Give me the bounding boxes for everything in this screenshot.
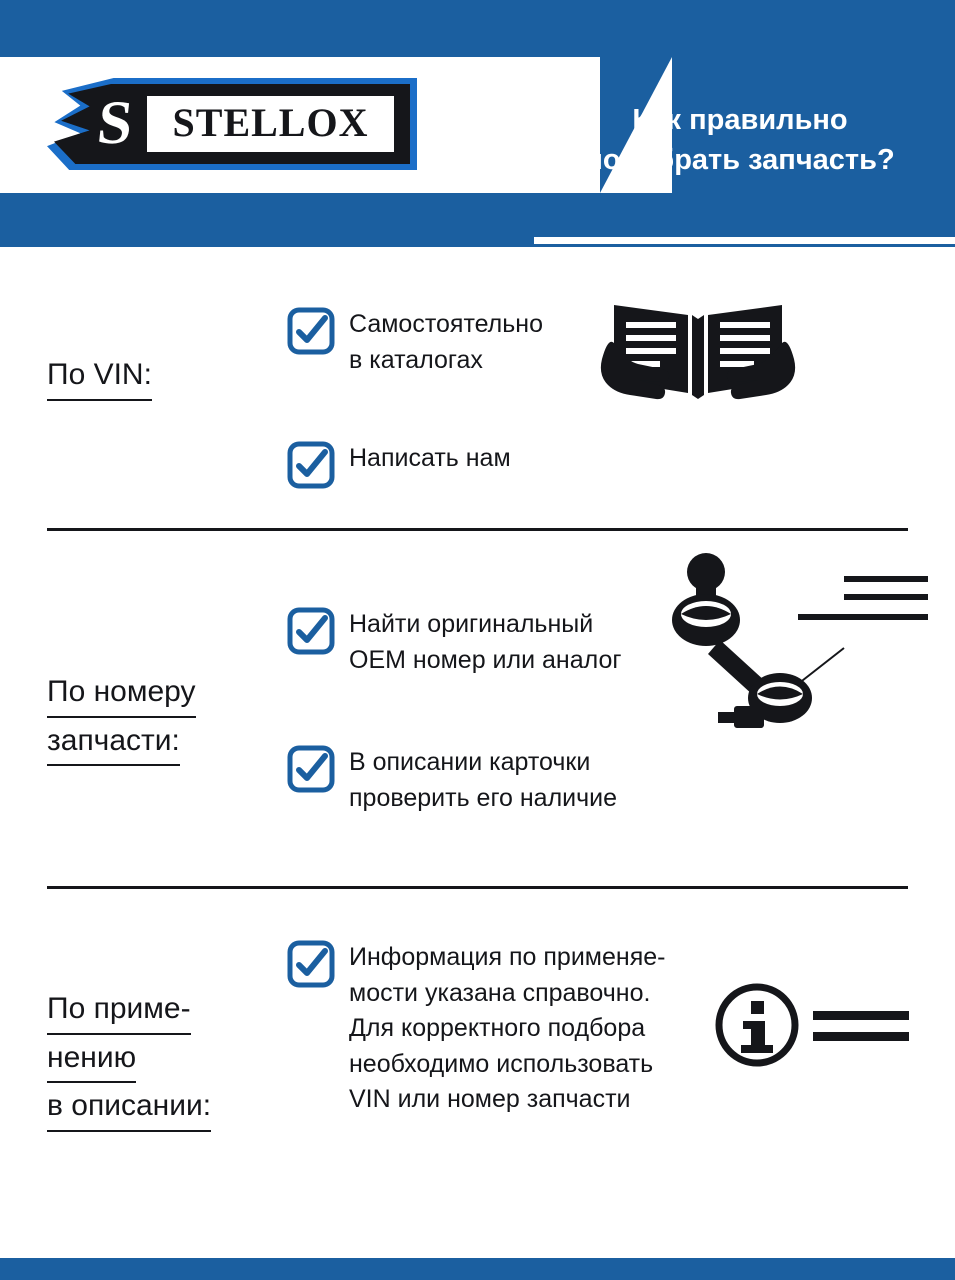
- section-label-application-line2: нению: [47, 1035, 136, 1084]
- title-underline: [534, 237, 955, 244]
- check-icon: [287, 441, 335, 489]
- bullet-find-oem-text: [349, 607, 622, 678]
- bullet-line: VIN или номер запчасти: [349, 1085, 631, 1113]
- section-divider-2: [47, 886, 908, 889]
- bullet-vin-catalogs: [287, 307, 543, 378]
- bullet-application-info-text: [349, 940, 665, 1118]
- check-icon: [287, 607, 335, 655]
- page-title-line2: подобрать запчасть?: [585, 144, 895, 177]
- check-icon: [287, 940, 335, 988]
- check-icon: [287, 745, 335, 793]
- bullet-line: необходимо использовать: [349, 1049, 654, 1078]
- bullet-line: мости указана справочно.: [349, 978, 651, 1007]
- bullet-vin-write-us: [287, 441, 511, 489]
- page-title-line1: Как правильно: [632, 104, 848, 136]
- bullet-application-info: [287, 940, 665, 1118]
- section-label-vin-line1: По VIN:: [47, 352, 152, 401]
- bullet-line: Для корректного подбора: [349, 1014, 646, 1042]
- bullet-vin-catalogs-text: [349, 307, 543, 378]
- bullet-line: OEM номер или аналог: [349, 645, 622, 674]
- bullet-line: Найти оригинальный: [349, 610, 594, 638]
- bullet-vin-write-us-text: [349, 441, 511, 477]
- logo-wordmark: STELLOX: [172, 100, 369, 145]
- logo-outline: [47, 78, 417, 170]
- stabilizer-link-icon: [648, 548, 928, 748]
- stellox-logo: [47, 78, 417, 170]
- bullet-check-description: [287, 745, 617, 816]
- bullet-line: В описании карточки: [349, 748, 591, 776]
- section-label-application: [47, 986, 307, 1132]
- footer-bar: [0, 1258, 955, 1280]
- bullet-line: проверить его наличие: [349, 783, 618, 812]
- section-label-part-number-line2: запчасти:: [47, 718, 180, 767]
- bullet-line: Самостоятельно: [349, 310, 544, 338]
- info-icon: [713, 975, 909, 1075]
- section-label-part-number-line1: По номеру: [47, 669, 196, 718]
- open-book-icon: [600, 285, 796, 425]
- header-banner: [0, 0, 955, 247]
- section-label-application-line1: По приме-: [47, 986, 191, 1035]
- bullet-line: в каталогах: [349, 345, 483, 374]
- section-divider-1: [47, 528, 908, 531]
- page-title: [530, 100, 950, 180]
- section-label-vin: [47, 352, 152, 401]
- logo-initial: S: [94, 89, 136, 157]
- bullet-find-oem: [287, 607, 622, 678]
- bullet-line: Информация по применяе-: [349, 943, 666, 971]
- section-label-application-line3: в описании:: [47, 1083, 211, 1132]
- bullet-line: Написать нам: [349, 444, 511, 472]
- section-label-part-number: [47, 669, 297, 766]
- bullet-check-description-text: [349, 745, 617, 816]
- check-icon: [287, 307, 335, 355]
